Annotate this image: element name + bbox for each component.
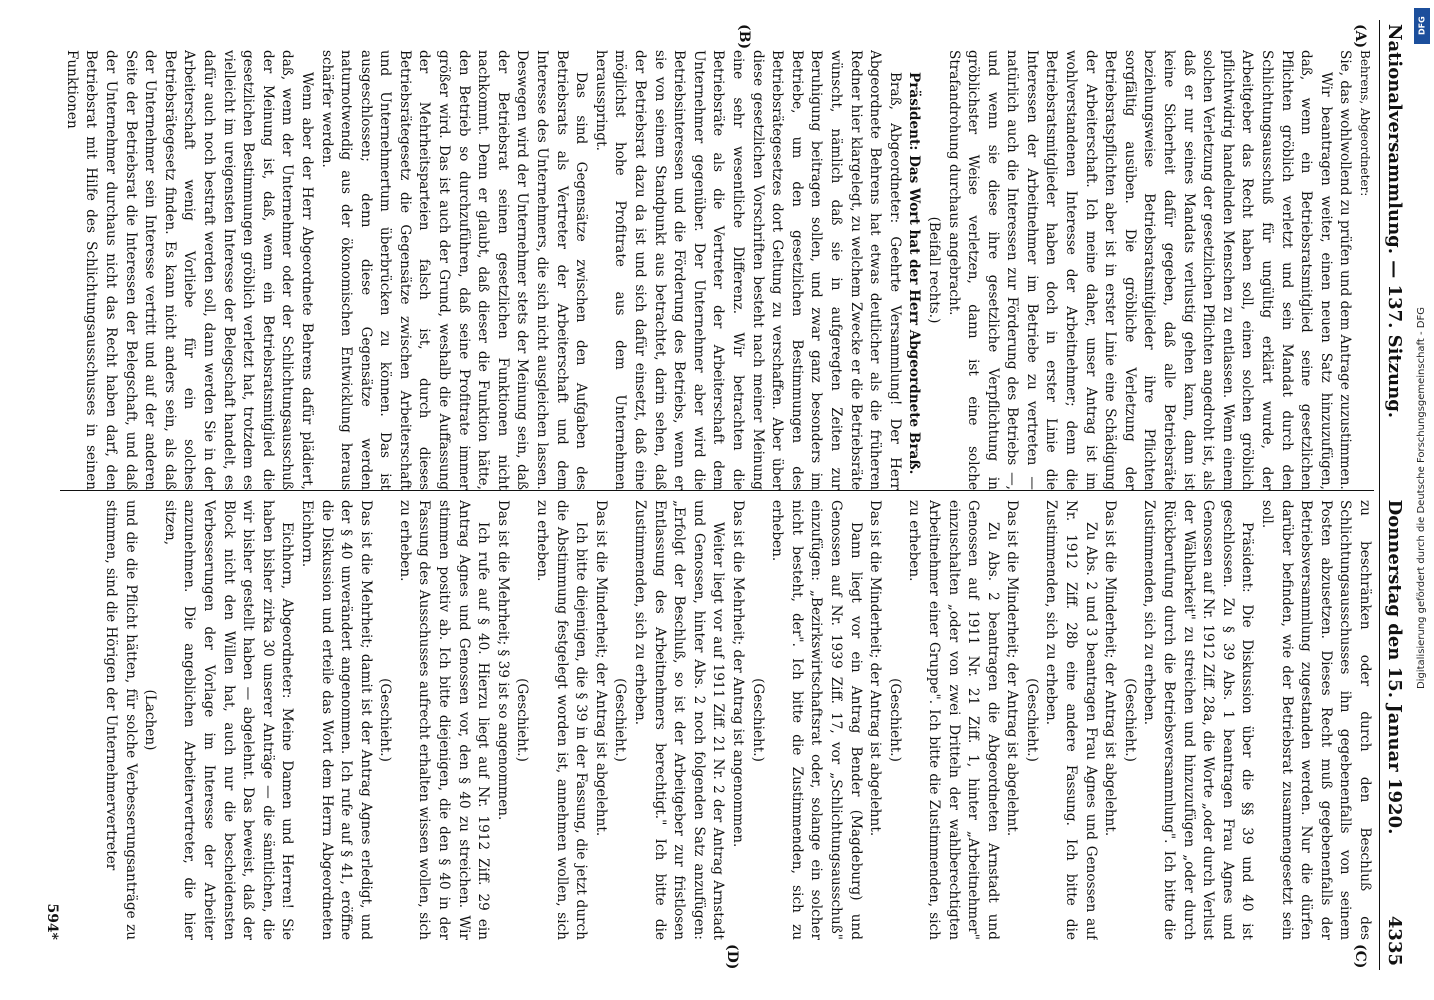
interjection: (Lachen) xyxy=(142,689,159,751)
interjection: (Beifall rechts.) xyxy=(925,216,942,324)
paragraph: zu beschränken oder durch den Beschluß des Schlichtungsausschusses ihn gegebenenfalls von seinem Posten abzusetzen. Dieses Recht muß gegebenenfalls der Betriebsversammlung zugestanden werden. Nur die dürfen darüber befinden, wie der Betriebsrat zusammengesetzt sein soll. xyxy=(1259,500,1373,940)
paragraph: Ich bitte diejenigen, die § 39 in der Fassung, die jetzt durch die Abstimmung festgelegt worden ist, annehmen wollen, sich zu erheben. xyxy=(534,500,590,940)
interjection: (Geschieht.) xyxy=(1023,678,1040,762)
paragraph: Das ist die Minderheit; der Antrag ist abgelehnt. xyxy=(592,500,609,837)
session-title: Nationalversammlung. — 137. Sitzung. xyxy=(1384,24,1405,419)
digitization-credit xyxy=(1410,8,1432,988)
credit-text: Digitalisierung gefördert durch die Deutsche Forschungsgemeinschaft - DFG xyxy=(1415,306,1427,689)
paragraph: Das ist die Mehrheit; der Antrag ist angenommen. xyxy=(730,500,746,848)
paragraph: Wenn aber der Herr Abgeordnete Behrens dafür plädiert, daß, wenn der Unternehmer oder der Schlichtungsausschuß der Meinung ist, daß, wenn ein Betriebsratsmitglied die gesetzlichen Bestimmungen gröblich verletzt hat, trotzdem es vielleicht im ureigensten Interesse der Belegschaft handelt, es dafür auch noch bestraft werden soll, dann werden Sie in der Arbeiterschaft wenig Vorliebe für ein solches Betriebsrätegesetz finden. Es kann nicht anders sein, als daß der Unternehmer sein Interesse vertritt und auf der anderen Seite der Betriebsrat die Interessen der Belegschaft, und daß der Unternehmer durchaus nicht das Recht haben darf, den Betriebsrat mit Hilfe des Schlichtungsausschusses in seinen Funktionen xyxy=(63,50,315,490)
paragraph: und die die Pflicht hätten, für solche Verbesserungsanträge zu stimmen, sind die Hörigen der Unternehmervertreter xyxy=(103,500,139,940)
paragraph: Weiter liegt vor auf 1911 Ziff. 21 Nr. 2 der Antrag Arnstadt und Genossen, hinter Abs. 2 noch folgenden Satz anzufügen: „Erfolgt der Beschluß, so ist der Arbeitgeber zur fristlosen Entlassung des Arbeitnehmers berechtigt." Ich bitte die Zustimmenden, sich zu erheben. xyxy=(632,500,727,940)
paragraph: Wir beantragen weiter, einen neuen Satz hinzuzufügen, daß, wenn ein Betriebsratsmitglied seine gesetzlichen Pflichten gröblich verletzt und sein Mandat durch den Schlichtungsausschuß für ungültig erklärt wurde, der Arbeitgeber das Recht haben soll, einen solchen gröblich pflichtwidrig handelnden Menschen zu entlassen. Wenn einem solchen Verletzung der gesetzlichen Pflichten angedroht ist, als daß er nur seines Mandats verlustig gehen kann, dann ist keine Sicherheit dafür gegeben, daß alle Betriebsräte beziehungsweise Betriebsratsmitglieder ihre Pflichten sorgfältig ausüben. Die gröbliche Verletzung der Betriebsratspflichten aber ist in erster Linie eine Schädigung der Arbeiterschaft. Ich meine daher, unser Antrag ist im wohlverstandenen Interesse der Arbeitnehmer; denn die Betriebsratsmitglieder haben doch in erster Linie die Interessen der Arbeitnehmer im Betriebe zu vertreten — natürlich auch die Interessen zur Förderung des Betriebs —, und wenn sie diese ihre gesetzliche Verpflichtung in gröblichster Weise verletzen, dann ist eine solche Strafandrohung durchaus angebracht. xyxy=(945,50,1334,490)
paragraph: Das ist die Minderheit; der Antrag ist abgelehnt. xyxy=(1004,500,1021,837)
paragraph: Zu Abs. 2 beantragen die Abgeordneten Arnstadt und Genossen auf 1911 Nr. 21 Ziff. 1, hinter „Arbeitnehmer" einzuschalten „oder von zwei Dritteln der wahlberechtigten Arbeitnehmer einer Gruppe". Ich bitte die Zustimmenden, sich zu erheben. xyxy=(906,500,1001,940)
paragraph: Zu Abs. 2 und 3 beantragen Frau Agnes und Genossen auf Nr. 1912 Ziff. 28b eine andere Fassung. Ich bitte die Zustimmenden, sich zu erheben. xyxy=(1043,500,1099,940)
margin-marker-d: (D) xyxy=(724,944,740,970)
paragraph: Ich rufe auf § 40. Hierzu liegt auf Nr. 1912 Ziff. 29 ein Antrag Agnes und Genossen vor, den § 40 zu streichen. Wir stimmen positiv ab. Ich bitte diejenigen, die den § 40 in der Fassung des Ausschusses aufrecht erhalten wissen wollen, sich zu erheben. xyxy=(396,500,492,940)
left-column xyxy=(40,50,1374,490)
paragraph: Das ist die Minderheit; der Antrag ist abgelehnt. xyxy=(867,500,884,837)
dfg-logo: DFG xyxy=(1414,8,1430,44)
paragraph: Das ist die Mehrheit; damit ist der Antrag Agnes erledigt, und der § 40 unverändert angenommen. Ich rufe auf § 41, eröffne die Diskussion und erteile das Wort dem Herrn Abgeordneten Eichhorn. xyxy=(298,500,374,940)
paragraph: Dann liegt vor ein Antrag Bender (Magdeburg) und Genossen auf Nr. 1939 Ziff. 17, vor „Schlichtungsausschuß" einzufügen: „Bezirkswirtschaftsrat oder, solange ein solcher nicht besteht, der". Ich bitte die Zustimmenden, sich zu erheben. xyxy=(769,500,864,940)
paragraph: Präsident: Das Wort hat der Herr Abgeordnete Braß. xyxy=(906,72,923,475)
session-date: Donnerstag den 15. Januar 1920. xyxy=(1384,499,1405,835)
right-column xyxy=(40,500,1374,940)
interjection: (Geschieht.) xyxy=(749,678,766,762)
signature-mark: 594* xyxy=(44,903,60,940)
speaker-line: Behrens, Abgeordneter: xyxy=(1358,50,1372,197)
paragraph: Sie, das wohlwollend zu prüfen und dem Antrage zuzustimmen. xyxy=(1337,50,1354,490)
interjection: (Geschieht.) xyxy=(377,678,394,762)
margin-marker-b: (B) xyxy=(736,24,752,50)
interjection: (Geschieht.) xyxy=(514,678,531,762)
interjection: (Geschieht.) xyxy=(612,678,629,762)
page-number: 4335 xyxy=(1384,915,1405,966)
paragraph: Das sind Gegensätze zwischen den Aufgaben des Betriebsrats als Vertreter der Arbeiterschaft und dem Interesse des Unternehmers, die sich nicht ausgleichen lassen. Deswegen wird der Unternehmer stets der Meinung sein, daß der Betriebsrat seinen gesetzlichen Funktionen nicht nachkommt. Denn er glaubt, daß dieser die Funktion hätte, den Betrieb so durchzuführen, daß seine Profitrate immer größer wird. Das ist auch der Grund, weshalb die Auffassung der Mehrheitsparteien falsch ist, durch dieses Betriebsrätegesetz die Gegensätze zwischen Arbeiterschaft und Unternehmertum überbrücken zu können. Das ist ausgeschlossen; denn diese Gegensätze werden naturnotwendig aus der ökonomischen Entwicklung heraus schärfer werden. xyxy=(318,50,590,490)
paragraph: Das ist die Mehrheit; § 39 ist so angenommen. xyxy=(494,500,511,821)
paragraph: Das ist die Minderheit; der Antrag ist abgelehnt. xyxy=(1102,500,1119,837)
paragraph: Eichhorn, Abgeordneter: Meine Damen und Herren! Sie haben bisher zirka 30 unserer Anträge — die sämtlichen, die wir bisher gestellt haben — abgelehnt. Das beweist, daß der Block nicht den Willen hat, auch nur die bescheidensten Verbesserungen der Vorlage im Interesse der Arbeiter anzunehmen. Die angeblichen Arbeitervertreter, die hier sitzen, xyxy=(161,500,296,940)
paragraph: Braß, Abgeordneter: Geehrte Versammlung! Der Herr Abgeordnete Behrens hat etwas deutlicher als die früheren Redner hier klargelegt, zu welchem Zwecke er die Betriebsräte wünscht, nämlich daß sie in aufgeregten Zeiten zur Beruhigung beitragen sollen, und zwar ganz besonders im Betriebe, um den gesetzlichen Bestimmungen des Betriebsrätegesetzes dort Geltung zu verschaffen. Aber über diese gesetzlichen Vorschriften besteht nach meiner Meinung eine sehr wesentliche Differenz. Wir betrachten die Betriebsräte als die Vertreter der Arbeiterschaft dem Unternehmer gegenüber. Der Unternehmer aber wird die Betriebsinteressen und die Förderung des Betriebs, wenn er sie von seinem Standpunkt aus betrachtet, darin sehen, daß der Betriebsrat dazu da ist und sich dafür einsetzt, daß eine möglichst hohe Profitrate aus dem Unternehmen herausspringt. xyxy=(592,50,903,490)
interjection: (Geschieht.) xyxy=(1121,678,1138,762)
margin-marker-a: (A) xyxy=(1352,24,1368,49)
paragraph: Präsident: Die Diskussion über die §§ 39 und 40 ist geschlossen. Zu § 39 Abs. 1 beantragen Frau Agnes und Genossen auf Nr. 1912 Ziff. 28a, die Worte „oder durch Verlust der Wählbarkeit" zu streichen und hinzuzufügen „oder durch Rückberufung durch die Betriebsversammlung". Ich bitte die Zustimmenden, sich zu erheben. xyxy=(1141,500,1256,940)
column-divider xyxy=(60,490,1374,491)
document-page xyxy=(40,20,1420,970)
interjection: (Geschieht.) xyxy=(886,678,903,762)
margin-marker-c: (C) xyxy=(1352,944,1368,969)
